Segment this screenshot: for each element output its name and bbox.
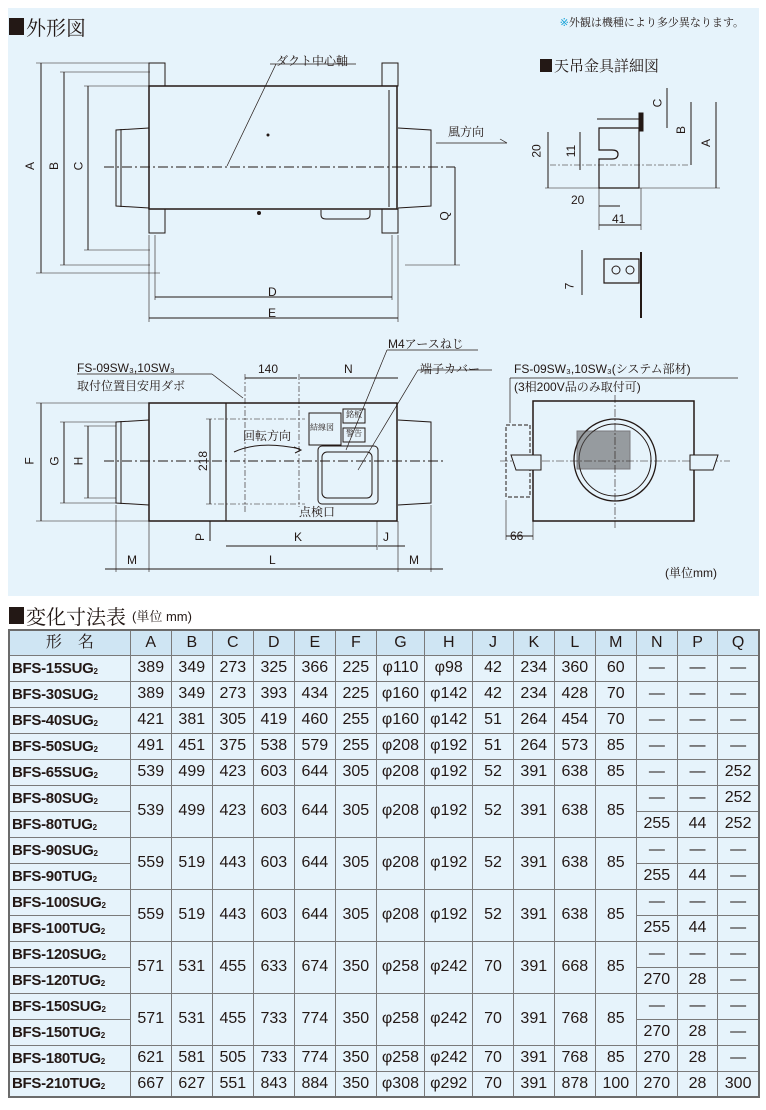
dim-E-label: E <box>268 306 277 320</box>
cell-H: φ242 <box>425 1045 473 1071</box>
cell-A: 571 <box>130 993 171 1045</box>
cell-Q: — <box>718 655 759 681</box>
cell-M: 70 <box>595 707 636 733</box>
cell-P: — <box>677 837 717 863</box>
bracket-11-label: 11 <box>564 144 579 158</box>
cell-F: 350 <box>335 941 376 993</box>
header-F: F <box>335 630 376 655</box>
square-bullet-icon <box>9 607 24 624</box>
header-M: M <box>595 630 636 655</box>
cell-D: 843 <box>253 1071 294 1097</box>
dimension-table-title-text: 変化寸法表 <box>26 607 126 629</box>
dim-Q-label: Q <box>437 211 452 221</box>
cell-L: 768 <box>554 1045 595 1071</box>
cell-C: 305 <box>212 707 253 733</box>
table-row <box>9 1071 759 1097</box>
cell-J: 42 <box>473 655 513 681</box>
cell-L: 668 <box>554 941 595 993</box>
cell-D: 603 <box>253 785 294 837</box>
cell-P: — <box>677 889 717 915</box>
cell-N: 270 <box>636 1045 677 1071</box>
header-K: K <box>513 630 554 655</box>
cell-Q: — <box>718 941 759 967</box>
cell-D: 603 <box>253 759 294 785</box>
cell-Q: 300 <box>718 1071 759 1097</box>
cell-B: 499 <box>171 759 212 785</box>
cell-J: 52 <box>473 889 513 941</box>
fs-models-label: FS-09SW₃,10SW₃ <box>77 361 175 375</box>
cell-F: 350 <box>335 1071 376 1097</box>
table-row <box>9 681 759 707</box>
cell-H: φ242 <box>425 941 473 993</box>
cell-K: 391 <box>513 1071 554 1097</box>
cell-N: — <box>636 733 677 759</box>
cell-P: 44 <box>677 811 717 837</box>
header-J: J <box>473 630 513 655</box>
cell-K: 234 <box>513 655 554 681</box>
cell-A: 559 <box>130 889 171 941</box>
cell-J: 51 <box>473 733 513 759</box>
cell-Q: 252 <box>718 785 759 811</box>
cell-Q: — <box>718 681 759 707</box>
cell-M: 60 <box>595 655 636 681</box>
model-name-cell: BFS-$120SUG_2$ <box>9 941 130 967</box>
cell-H: φ192 <box>425 759 473 785</box>
cell-N: — <box>636 837 677 863</box>
model-name-cell: BFS-$90TUG_2$ <box>9 863 130 889</box>
header-E: E <box>294 630 335 655</box>
cell-A: 491 <box>130 733 171 759</box>
header-A: A <box>130 630 171 655</box>
cell-E: 644 <box>294 837 335 889</box>
cell-P: 28 <box>677 1071 717 1097</box>
dim-A-label: A <box>23 161 38 171</box>
cell-H: φ192 <box>425 733 473 759</box>
cell-B: 349 <box>171 681 212 707</box>
cell-B: 531 <box>171 941 212 993</box>
cell-G: φ308 <box>376 1071 424 1097</box>
cell-E: 774 <box>294 993 335 1045</box>
cell-Q: — <box>718 915 759 941</box>
cell-K: 391 <box>513 941 554 993</box>
cell-K: 391 <box>513 785 554 837</box>
cell-E: 579 <box>294 733 335 759</box>
cell-F: 255 <box>335 733 376 759</box>
cell-A: 621 <box>130 1045 171 1071</box>
cell-E: 674 <box>294 941 335 993</box>
cell-K: 391 <box>513 1045 554 1071</box>
model-name-cell: BFS-$150SUG_2$ <box>9 993 130 1019</box>
cell-F: 305 <box>335 889 376 941</box>
cell-E: 774 <box>294 1045 335 1071</box>
cell-P: — <box>677 993 717 1019</box>
duct-axis-label: ダクト中心軸 <box>276 54 349 68</box>
cell-F: 225 <box>335 681 376 707</box>
cell-D: 733 <box>253 1045 294 1071</box>
cell-G: φ258 <box>376 1045 424 1071</box>
cell-M: 85 <box>595 759 636 785</box>
side-fs-models-label: FS-09SW₃,10SW₃(システム部材) <box>514 362 691 376</box>
cell-J: 70 <box>473 1071 513 1097</box>
cell-N: — <box>636 707 677 733</box>
cell-G: φ110 <box>376 655 424 681</box>
outline-title-text: 外形図 <box>26 18 86 40</box>
cell-D: 419 <box>253 707 294 733</box>
cell-A: 667 <box>130 1071 171 1097</box>
cell-M: 85 <box>595 837 636 889</box>
cell-M: 85 <box>595 1045 636 1071</box>
cell-J: 70 <box>473 1045 513 1071</box>
cell-B: 519 <box>171 889 212 941</box>
cell-Q: — <box>718 837 759 863</box>
model-name-cell: BFS-$100TUG_2$ <box>9 915 130 941</box>
dimension-table-title <box>9 601 192 630</box>
cell-Q: — <box>718 863 759 889</box>
cell-J: 70 <box>473 941 513 993</box>
cell-P: — <box>677 759 717 785</box>
cell-B: 519 <box>171 837 212 889</box>
cell-K: 391 <box>513 889 554 941</box>
cell-L: 428 <box>554 681 595 707</box>
header-Q: Q <box>718 630 759 655</box>
cell-P: 44 <box>677 863 717 889</box>
cell-B: 499 <box>171 785 212 837</box>
cell-A: 571 <box>130 941 171 993</box>
bracket-20v-label: 20 <box>529 144 544 158</box>
cell-M: 100 <box>595 1071 636 1097</box>
cell-N: 270 <box>636 1019 677 1045</box>
cell-A: 389 <box>130 655 171 681</box>
note-text: 外観は機種により多少異なります。 <box>568 17 744 29</box>
cell-M: 70 <box>595 681 636 707</box>
earth-screw-label: M4アースねじ <box>388 337 464 351</box>
terminal-cover-label: 端子カバー <box>420 362 481 376</box>
cell-E: 434 <box>294 681 335 707</box>
model-name-cell: BFS-$30SUG_2$ <box>9 681 130 707</box>
model-name-cell: BFS-$100SUG_2$ <box>9 889 130 915</box>
warning-label: 警告 <box>346 429 362 438</box>
cell-M: 85 <box>595 733 636 759</box>
cell-C: 273 <box>212 681 253 707</box>
cell-L: 638 <box>554 837 595 889</box>
model-name-cell: BFS-$210TUG_2$ <box>9 1071 130 1097</box>
cell-F: 305 <box>335 837 376 889</box>
cell-J: 52 <box>473 837 513 889</box>
cell-J: 42 <box>473 681 513 707</box>
cell-K: 264 <box>513 707 554 733</box>
table-row <box>9 733 759 759</box>
cell-G: φ160 <box>376 707 424 733</box>
cell-L: 638 <box>554 889 595 941</box>
cell-L: 638 <box>554 759 595 785</box>
cell-P: — <box>677 941 717 967</box>
cell-A: 559 <box>130 837 171 889</box>
cell-M: 85 <box>595 993 636 1045</box>
cell-C: 443 <box>212 837 253 889</box>
cell-B: 627 <box>171 1071 212 1097</box>
cell-F: 350 <box>335 1045 376 1071</box>
cell-G: φ208 <box>376 733 424 759</box>
cell-H: φ192 <box>425 889 473 941</box>
dim-K-label: K <box>294 530 303 544</box>
cell-N: 255 <box>636 811 677 837</box>
cell-H: φ98 <box>425 655 473 681</box>
cell-N: — <box>636 993 677 1019</box>
dim-140-label: 140 <box>258 362 279 376</box>
cell-C: 455 <box>212 941 253 993</box>
cell-E: 884 <box>294 1071 335 1097</box>
cell-M: 85 <box>595 889 636 941</box>
cell-Q: 252 <box>718 811 759 837</box>
model-name-cell: BFS-$150TUG_2$ <box>9 1019 130 1045</box>
cell-Q: — <box>718 1019 759 1045</box>
cell-K: 391 <box>513 993 554 1045</box>
inspection-port-label: 点検口 <box>299 505 336 519</box>
cell-P: — <box>677 785 717 811</box>
cell-E: 366 <box>294 655 335 681</box>
dim-B-label: B <box>47 161 62 171</box>
bracket-7-label: 7 <box>562 282 577 290</box>
cell-Q: — <box>718 1045 759 1071</box>
table-row <box>9 993 759 1019</box>
cell-N: — <box>636 759 677 785</box>
cell-D: 603 <box>253 889 294 941</box>
cell-N: — <box>636 785 677 811</box>
cell-A: 389 <box>130 681 171 707</box>
model-name-cell: BFS-$90SUG_2$ <box>9 837 130 863</box>
model-name-cell: BFS-$80TUG_2$ <box>9 811 130 837</box>
model-name-cell: BFS-$15SUG_2$ <box>9 655 130 681</box>
cell-M: 85 <box>595 941 636 993</box>
cell-N: — <box>636 889 677 915</box>
cell-K: 264 <box>513 733 554 759</box>
cell-J: 70 <box>473 993 513 1045</box>
model-name-cell: BFS-$50SUG_2$ <box>9 733 130 759</box>
table-row <box>9 707 759 733</box>
table-row <box>9 941 759 967</box>
cell-A: 539 <box>130 785 171 837</box>
dim-P-label: P <box>193 532 208 542</box>
cell-L: 878 <box>554 1071 595 1097</box>
dim-N-label: N <box>344 362 353 376</box>
dim-M-left-label: M <box>127 553 137 567</box>
cell-L: 573 <box>554 733 595 759</box>
table-row <box>9 889 759 915</box>
bracket-41-label: 41 <box>612 212 626 226</box>
cell-D: 325 <box>253 655 294 681</box>
cell-Q: 252 <box>718 759 759 785</box>
dimension-table-unit: (単位 mm) <box>132 609 192 624</box>
cell-D: 733 <box>253 993 294 1045</box>
cell-G: φ208 <box>376 759 424 785</box>
cell-B: 349 <box>171 655 212 681</box>
cell-C: 455 <box>212 993 253 1045</box>
cell-C: 375 <box>212 733 253 759</box>
dim-C-label: C <box>71 161 86 171</box>
cell-P: — <box>677 655 717 681</box>
cell-A: 539 <box>130 759 171 785</box>
unit-label: (単位mm) <box>665 566 717 580</box>
cell-P: 28 <box>677 967 717 993</box>
dim-218-label: 218 <box>196 450 211 472</box>
cell-P: — <box>677 707 717 733</box>
cell-L: 768 <box>554 993 595 1045</box>
cell-G: φ258 <box>376 993 424 1045</box>
cell-P: 28 <box>677 1045 717 1071</box>
cell-G: φ208 <box>376 837 424 889</box>
wiring-diagram-label: 結線図 <box>310 423 334 432</box>
cell-K: 391 <box>513 837 554 889</box>
table-row <box>9 837 759 863</box>
header-C: C <box>212 630 253 655</box>
bracket-C-label: C <box>650 98 665 108</box>
bracket-20h-label: 20 <box>571 193 585 207</box>
cell-L: 638 <box>554 785 595 837</box>
header-P: P <box>677 630 717 655</box>
header-N: N <box>636 630 677 655</box>
cell-B: 531 <box>171 993 212 1045</box>
dim-D-label: D <box>268 285 277 299</box>
model-name-cell: BFS-$120TUG_2$ <box>9 967 130 993</box>
cell-B: 451 <box>171 733 212 759</box>
cell-P: — <box>677 681 717 707</box>
cell-Q: — <box>718 967 759 993</box>
cell-G: φ208 <box>376 889 424 941</box>
cell-H: φ292 <box>425 1071 473 1097</box>
cell-Q: — <box>718 993 759 1019</box>
dim-66-label: 66 <box>510 529 524 543</box>
cell-J: 51 <box>473 707 513 733</box>
cell-N: 255 <box>636 915 677 941</box>
cell-Q: — <box>718 733 759 759</box>
nameplate-label: 銘板 <box>346 410 362 419</box>
cell-D: 538 <box>253 733 294 759</box>
cell-C: 551 <box>212 1071 253 1097</box>
cell-F: 225 <box>335 655 376 681</box>
cell-G: φ160 <box>376 681 424 707</box>
cell-N: 270 <box>636 967 677 993</box>
dim-L-label: L <box>269 553 276 567</box>
cell-N: — <box>636 681 677 707</box>
rotation-direction-label: 回転方向 <box>243 429 292 443</box>
dim-H-label: H <box>71 456 86 466</box>
cell-H: φ142 <box>425 707 473 733</box>
cell-H: φ142 <box>425 681 473 707</box>
dowel-label: 取付位置目安用ダボ <box>77 379 186 393</box>
cell-B: 581 <box>171 1045 212 1071</box>
table-row <box>9 759 759 785</box>
airflow-label: 風方向 <box>448 125 485 139</box>
cell-K: 391 <box>513 759 554 785</box>
table-row <box>9 655 759 681</box>
model-name-cell: BFS-$80SUG_2$ <box>9 785 130 811</box>
bracket-detail-title-text: 天吊金具詳細図 <box>554 58 660 75</box>
header-H: H <box>425 630 473 655</box>
cell-F: 305 <box>335 759 376 785</box>
dim-F-label: F <box>22 457 37 465</box>
model-name-cell: BFS-$180TUG_2$ <box>9 1045 130 1071</box>
model-name-cell: BFS-$65SUG_2$ <box>9 759 130 785</box>
bracket-A-label: A <box>699 138 714 148</box>
cell-C: 273 <box>212 655 253 681</box>
cell-C: 423 <box>212 785 253 837</box>
cell-B: 381 <box>171 707 212 733</box>
dim-G-label: G <box>47 456 62 466</box>
cell-G: φ208 <box>376 785 424 837</box>
cell-N: — <box>636 655 677 681</box>
table-header-row <box>9 630 759 655</box>
cell-A: 421 <box>130 707 171 733</box>
cell-E: 644 <box>294 889 335 941</box>
dim-J-label: J <box>383 530 389 544</box>
cell-N: — <box>636 941 677 967</box>
cell-F: 350 <box>335 993 376 1045</box>
cell-D: 603 <box>253 837 294 889</box>
model-name-cell: BFS-$40SUG_2$ <box>9 707 130 733</box>
cell-P: 44 <box>677 915 717 941</box>
header-model-name: 形 名 <box>9 630 130 655</box>
cell-E: 460 <box>294 707 335 733</box>
cell-F: 255 <box>335 707 376 733</box>
cell-Q: — <box>718 889 759 915</box>
cell-H: φ192 <box>425 837 473 889</box>
table-row <box>9 785 759 811</box>
cell-G: φ258 <box>376 941 424 993</box>
cell-J: 52 <box>473 759 513 785</box>
header-G: G <box>376 630 424 655</box>
cell-J: 52 <box>473 785 513 837</box>
cell-N: 255 <box>636 863 677 889</box>
cell-H: φ242 <box>425 993 473 1045</box>
cell-D: 393 <box>253 681 294 707</box>
cell-E: 644 <box>294 785 335 837</box>
cell-P: 28 <box>677 1019 717 1045</box>
bracket-B-label: B <box>674 125 689 135</box>
side-fs-note-label: (3相200V品のみ取付可) <box>514 380 641 394</box>
cell-L: 454 <box>554 707 595 733</box>
cell-L: 360 <box>554 655 595 681</box>
cell-E: 644 <box>294 759 335 785</box>
cell-Q: — <box>718 707 759 733</box>
cell-P: — <box>677 733 717 759</box>
cell-D: 633 <box>253 941 294 993</box>
cell-F: 305 <box>335 785 376 837</box>
cell-K: 234 <box>513 681 554 707</box>
header-D: D <box>253 630 294 655</box>
table-row <box>9 1045 759 1071</box>
dim-M-right-label: M <box>409 553 419 567</box>
cell-H: φ192 <box>425 785 473 837</box>
dimension-table <box>8 629 760 1098</box>
cell-C: 443 <box>212 889 253 941</box>
cell-C: 423 <box>212 759 253 785</box>
header-L: L <box>554 630 595 655</box>
note-mark: ※ <box>559 17 569 29</box>
header-B: B <box>171 630 212 655</box>
cell-N: 270 <box>636 1071 677 1097</box>
cell-C: 505 <box>212 1045 253 1071</box>
cell-M: 85 <box>595 785 636 837</box>
